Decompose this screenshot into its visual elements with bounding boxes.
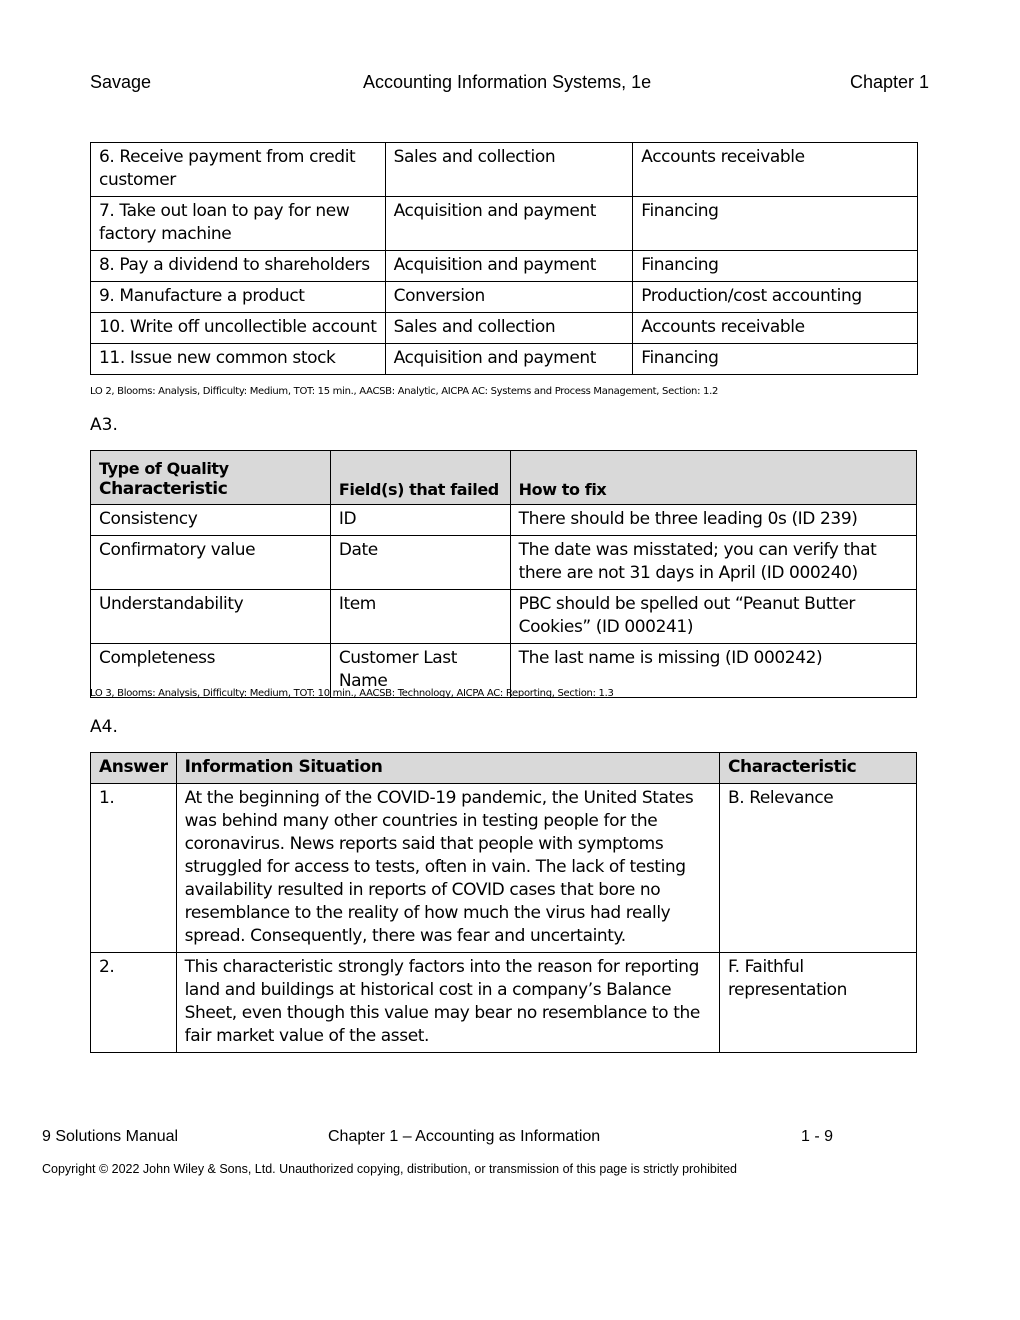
- table-cell: B. Relevance: [719, 784, 916, 953]
- table-cell: 9. Manufacture a product: [91, 282, 386, 313]
- table-cell: Accounts receivable: [633, 143, 918, 197]
- table-cell: Conversion: [385, 282, 633, 313]
- table-cell: The date was misstated; you can verify that there are not 31 days in April (ID 000240): [510, 536, 916, 590]
- table-cell: Consistency: [91, 505, 331, 536]
- table-row: [91, 590, 917, 644]
- header-line: Field(s) that failed: [338, 480, 499, 499]
- column-header-characteristic: Characteristic: [719, 753, 916, 784]
- table-header-row: [91, 451, 917, 505]
- header-line: Characteristic: [99, 479, 228, 499]
- learning-objective-note: LO 3, Blooms: Analysis, Difficulty: Medium, TOT: 10 min., AACSB: Technology, AICPA AC: Reporting, Section: 1.3: [90, 688, 614, 699]
- header-book-title: Accounting Information Systems, 1e: [363, 72, 652, 92]
- table-cell: 10. Write off uncollectible account: [91, 313, 386, 344]
- table-row: [91, 197, 918, 251]
- table-row: [91, 953, 917, 1053]
- table-cell: ID: [330, 505, 510, 536]
- header-line: How to fix: [518, 480, 607, 499]
- header-line: Type of Quality: [99, 459, 229, 478]
- table-cell: Financing: [633, 251, 918, 282]
- table-cell: Financing: [633, 344, 918, 375]
- table-cell: 6. Receive payment from credit customer: [91, 143, 386, 197]
- table-cell: The last name is missing (ID 000242): [510, 644, 916, 698]
- table-cell: Completeness: [91, 644, 331, 698]
- table-cell: 1.: [91, 784, 177, 953]
- column-header-situation: Information Situation: [176, 753, 719, 784]
- table-cell: Sales and collection: [385, 313, 633, 344]
- table-cell: 8. Pay a dividend to shareholders: [91, 251, 386, 282]
- table-cell: Understandability: [91, 590, 331, 644]
- quality-characteristic-table: [90, 450, 917, 698]
- table-cell: Item: [330, 590, 510, 644]
- table-row: [91, 143, 918, 197]
- table-row: [91, 505, 917, 536]
- table-cell: 2.: [91, 953, 177, 1053]
- footer-manual: 9 Solutions Manual: [42, 1128, 179, 1145]
- table-header-row: [91, 753, 917, 784]
- information-situation-table: [90, 752, 917, 1053]
- table-row: [91, 784, 917, 953]
- transaction-cycle-table: [90, 142, 918, 375]
- question-label-a3: A3.: [90, 415, 118, 435]
- table-cell: 7. Take out loan to pay for new factory machine: [91, 197, 386, 251]
- table-cell: Production/cost accounting: [633, 282, 918, 313]
- table-cell: PBC should be spelled out “Peanut Butter Cookies” (ID 000241): [510, 590, 916, 644]
- table-cell: This characteristic strongly factors into the reason for reporting land and buildings at historical cost in a company’s Balance Sheet, even though this value may bear no resemblance to the fair market value of the asset.: [176, 953, 719, 1053]
- table-cell: Acquisition and payment: [385, 251, 633, 282]
- footer-copyright: Copyright © 2022 John Wiley & Sons, Ltd. Unauthorized copying, distribution, or transmission of this page is strictly prohibited: [42, 1162, 737, 1176]
- table-row: [91, 251, 918, 282]
- column-header-fix: [510, 451, 916, 505]
- table-cell: Acquisition and payment: [385, 197, 633, 251]
- table-cell: Date: [330, 536, 510, 590]
- table-cell: Acquisition and payment: [385, 344, 633, 375]
- column-header-answer: Answer: [91, 753, 177, 784]
- table-row: [91, 282, 918, 313]
- table-row: [91, 536, 917, 590]
- table-cell: At the beginning of the COVID-19 pandemic, the United States was behind many other countries in testing people for the coronavirus. News reports said that people with symptoms struggled for access to tests, often in vain. The lack of testing availability resulted in reports of COVID cases that bore no resemblance to the reality of how much the virus had really spread. Consequently, there was fear and uncertainty.: [176, 784, 719, 953]
- footer-chapter-title: Chapter 1 – Accounting as Information: [328, 1128, 601, 1145]
- table-row: [91, 313, 918, 344]
- table-cell: 11. Issue new common stock: [91, 344, 386, 375]
- footer-page-number: 1 - 9: [801, 1128, 834, 1145]
- question-label-a4: A4.: [90, 717, 118, 737]
- table-row: [91, 344, 918, 375]
- table-cell: There should be three leading 0s (ID 239): [510, 505, 916, 536]
- header-chapter: Chapter 1: [850, 72, 930, 92]
- table-cell: Financing: [633, 197, 918, 251]
- table-cell: Confirmatory value: [91, 536, 331, 590]
- table-cell: Sales and collection: [385, 143, 633, 197]
- column-header-fields: [330, 451, 510, 505]
- table-cell: F. Faithful representation: [719, 953, 916, 1053]
- table-cell: Accounts receivable: [633, 313, 918, 344]
- column-header-type: [91, 451, 331, 505]
- header-author: Savage: [90, 72, 152, 92]
- table-cell: Customer Last Name: [330, 644, 510, 698]
- learning-objective-note: LO 2, Blooms: Analysis, Difficulty: Medium, TOT: 15 min., AACSB: Analytic, AICPA AC: Systems and Process Management, Section: 1.2: [90, 386, 719, 397]
